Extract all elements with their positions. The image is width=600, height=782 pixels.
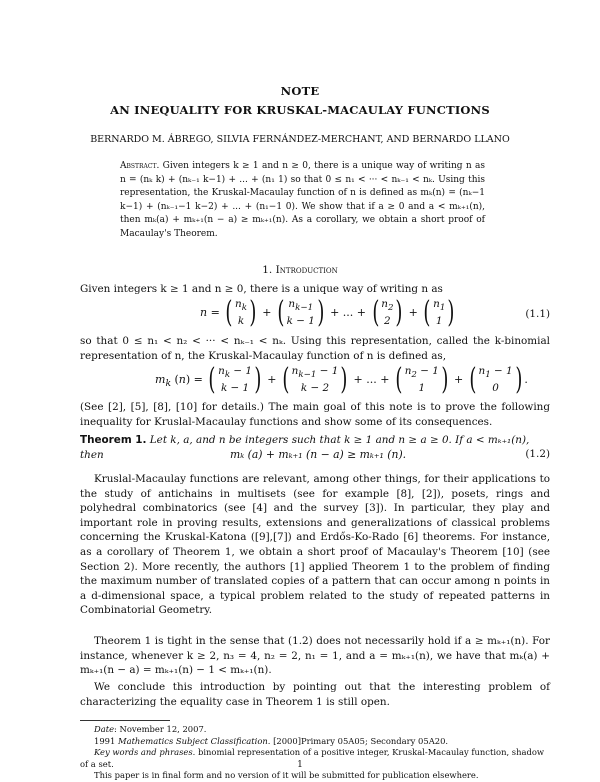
equation-1-2-body: mₖ (a) + mₖ₊₁ (n − a) ≥ mₖ₊₁ (n). xyxy=(230,448,407,461)
date-label: Date xyxy=(94,724,115,734)
footnotes xyxy=(80,724,550,782)
intro-paragraph-2: so that 0 ≤ n₁ < n₂ < ··· < nₖ₋₁ < nₖ. Using this representation, called the k-binomial representation of n, the Kruskal-Macaulay function of n is defined as, xyxy=(80,335,550,362)
author-list: BERNARDO M. ÁBREGO, SILVIA FERNÁNDEZ-MERCHANT, AND BERNARDO LLANO xyxy=(90,134,510,145)
abstract-text: Given integers k ≥ 1 and n ≥ 0, there is a unique way of writing n as n = (nₖ k) + (nₖ₋₁ k−1) + ... + (n₁ 1) so that 0 ≤ n₁ < ··· < nₖ₋₁ < nₖ. Using this representation, the Kruskal-Macaulay function of n is defined as mₖ(n) = (nₖ−1 k−1) + (nₖ₋₁−1 k−2) + ... + (n₁−1 0). We show that if a ≥ 0 and a < mₖ₊₁(n), then mₖ(a) + mₖ₊₁(n − a) ≥ mₖ₊₁(n). As a corollary, we obtain a short proof of Macaulay's Theorem. xyxy=(120,161,485,239)
date-value: : November 12, 2007. xyxy=(114,724,207,734)
msc-year: 1991 xyxy=(94,735,116,746)
equation-1-1 xyxy=(80,295,550,332)
keywords-label: Key words and phrases. xyxy=(94,747,196,757)
paper-title: AN INEQUALITY FOR KRUSKAL-MACAULAY FUNCTIONS xyxy=(110,103,490,117)
section-number: 1. xyxy=(262,264,273,276)
abstract xyxy=(120,160,485,242)
footnote-msc xyxy=(80,736,550,748)
note-label: NOTE xyxy=(280,84,320,98)
section-title: Introduction xyxy=(275,264,338,276)
intro-paragraph-1: Given integers k ≥ 1 and n ≥ 0, there is a unique way of writing n as xyxy=(80,283,443,295)
equation-1-2-label: (1.2) xyxy=(525,448,550,460)
body-paragraph-4: Kruslal-Macaulay functions are relevant, among other things, for their applications to the study of antichains in multisets (see for example [8], [2]), posets, rings and polyhedral combinatorics (see [4] and the survey [3]). In particular, they play and important role in proving results, extensions and generalizations of classical problems concerning the Kruskal-Katona ([9],[7]) and Erdős-Ko-Rado [6] theorems. For instance, as a corollary of Theorem 1, we obtain a short proof of Macaulay's Theorem [10] (see Section 2). More recently, the authors [1] applied Theorem 1 to the problem of finding the maximum number of translated copies of a pattern that can occur among n points in a d-dimensional space, a typical problem related to the study of repeated patterns in Combinatorial Geometry. xyxy=(80,473,550,617)
footnote-date xyxy=(80,724,550,736)
msc-label: Mathematics Subject Classification. xyxy=(118,735,271,746)
abstract-label: Abstract. xyxy=(120,161,160,171)
footnote-rule xyxy=(80,720,170,721)
body-paragraph-5: Theorem 1 is tight in the sense that (1.2) does not necessarily hold if a ≥ mₖ₊₁(n). For instance, whenever k ≥ 2, n₃ = 4, n₂ = 2, n₁ = 1, and a = mₖ₊₁(n), we have that mₖ(a) + mₖ₊₁(n − a) = mₖ₊₁(n) − 1 < mₖ₊₁(n). xyxy=(80,635,550,677)
theorem-statement: Let k, a, and n be integers such that k ≥ 1 and n ≥ a ≥ 0. If a < mₖ₊₁(n), then xyxy=(80,434,530,461)
msc-value: [2000]Primary 05A05; Secondary 05A20. xyxy=(273,735,449,746)
footnote-final: This paper is in final form and no version of it will be submitted for publication elsewhere. xyxy=(94,770,479,780)
intro-paragraph-3: (See [2], [5], [8], [10] for details.) The main goal of this note is to prove the following inequality for Kruslal-Macaulay functions and show some of its consequences. xyxy=(80,401,550,428)
equation-1-1-body: n = ( $n_k$ k ) + ( $n_{k-1}$ k − 1 ) + ... + ( $n_2$ 2 ) + ( $n_1$ 1 ) xyxy=(200,295,455,331)
equation-1-2 xyxy=(80,448,550,466)
page-number: 1 xyxy=(297,760,303,770)
equation-km-definition xyxy=(80,362,550,399)
section-heading xyxy=(0,264,600,276)
keywords-value: binomial representation of a positive integer, Kruskal-Macaulay function, shadow of a set. xyxy=(80,747,545,769)
equation-1-1-label: (1.1) xyxy=(525,308,550,320)
km-definition-body: $m_k$ (n) = ( $n_k - 1$ k − 1 ) + ( $n_{k-1} - 1$ k − 2 ) + ... + ( $n_2 - 1$ 1 ) + ( $n_1 - 1$ 0 ) . xyxy=(155,362,528,398)
theorem-label: Theorem 1. xyxy=(80,434,147,446)
body-paragraph-6: We conclude this introduction by pointing out that the interesting problem of characterizing the equality case in Theorem 1 is still open. xyxy=(80,681,550,708)
